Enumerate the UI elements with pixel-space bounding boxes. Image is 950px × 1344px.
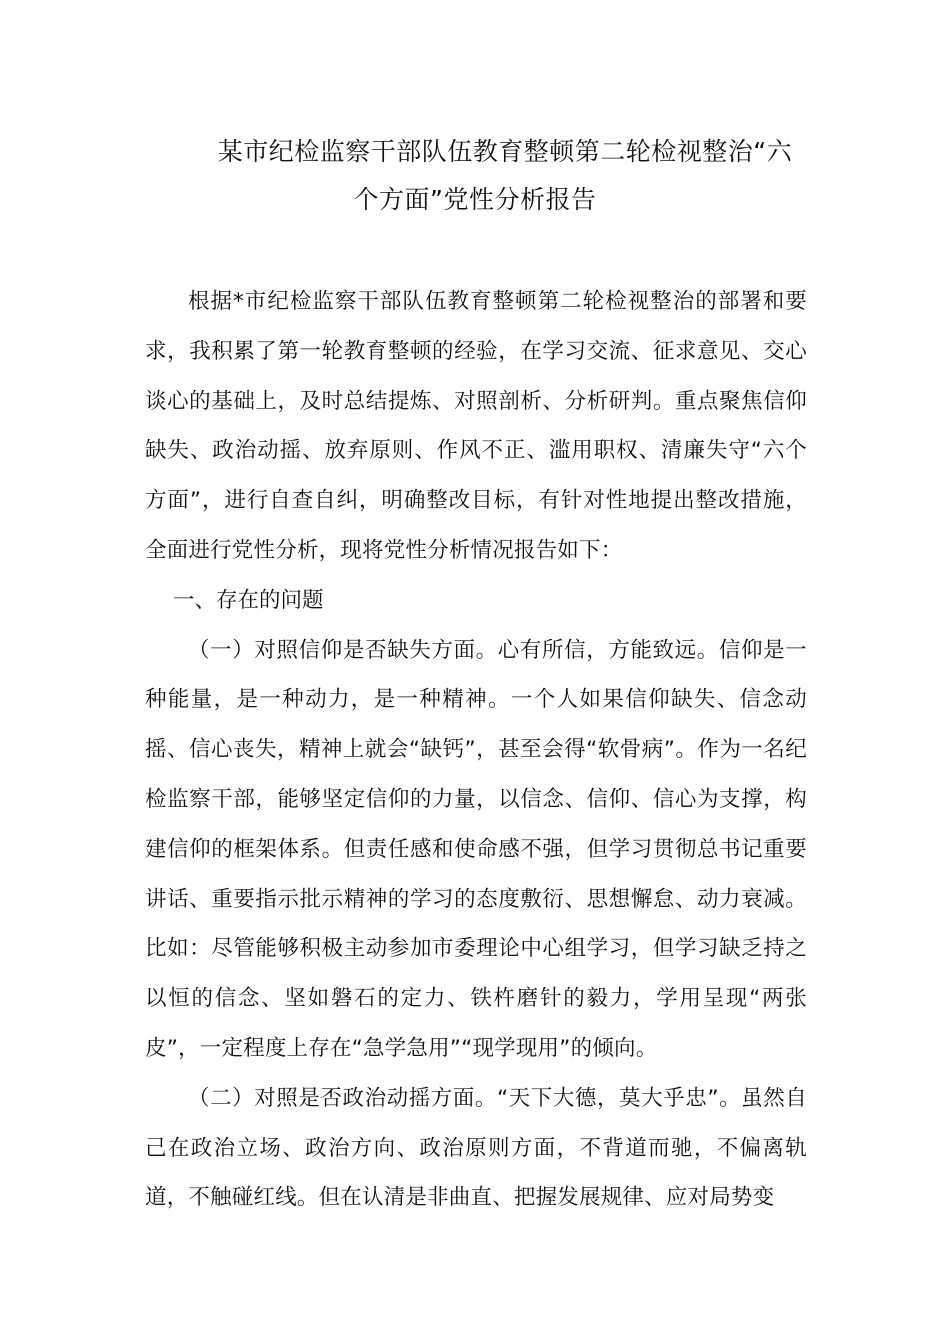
title-line-1: 某市纪检监察干部队伍教育整顿第二轮检视整治“六: [217, 137, 793, 166]
section-heading-problems: 一、存在的问题: [172, 587, 324, 613]
title-line-2: 个方面”党性分析报告: [353, 185, 597, 214]
intro-paragraph: 根据*市纪检监察干部队伍教育整顿第二轮检视整治的部署和要求，我积累了第一轮教育整顿的经验，在学习交流、征求意见、交心谈心的基础上，及时总结提炼、对照剖析、分析研判。重点聚焦信仰缺失、政治动摇、放弃原则、作风不正、滥用职权、清廉失守“六个方面”，进行自查自纠，明确整改目标，有针对性地提出整改措施，全面进行党性分析，现将党性分析情况报告如下：: [145, 289, 807, 563]
paragraph-political: （二）对照是否政治动摇方面。“天下大德，莫大乎忠”。虽然自己在政治立场、政治方向、政治原则方面，不背道而驰，不偏离轨道，不触碰红线。但在认清是非曲直、把握发展规律、应对局势变: [145, 1085, 807, 1211]
document-body: [145, 277, 807, 1223]
paragraph-belief: （一）对照信仰是否缺失方面。心有所信，方能致远。信仰是一种能量，是一种动力，是一种精神。一个人如果信仰缺失、信念动摇、信心丧失，精神上就会“缺钙”，甚至会得“软骨病”。作为一名纪检监察干部，能够坚定信仰的力量，以信念、信仰、信心为支撑，构建信仰的框架体系。但责任感和使命感不强，但学习贯彻总书记重要讲话、重要指示批示精神的学习的态度敷衍、思想懈怠、动力衰减。比如：尽管能够积极主动参加市委理论中心组学习，但学习缺乏持之以恒的信念、坚如磐石的定力、铁杵磨针的毅力，学用呈现“两张皮”，一定程度上存在“急学急用”“现学现用”的倾向。: [145, 637, 807, 1061]
document-title: [145, 128, 805, 224]
